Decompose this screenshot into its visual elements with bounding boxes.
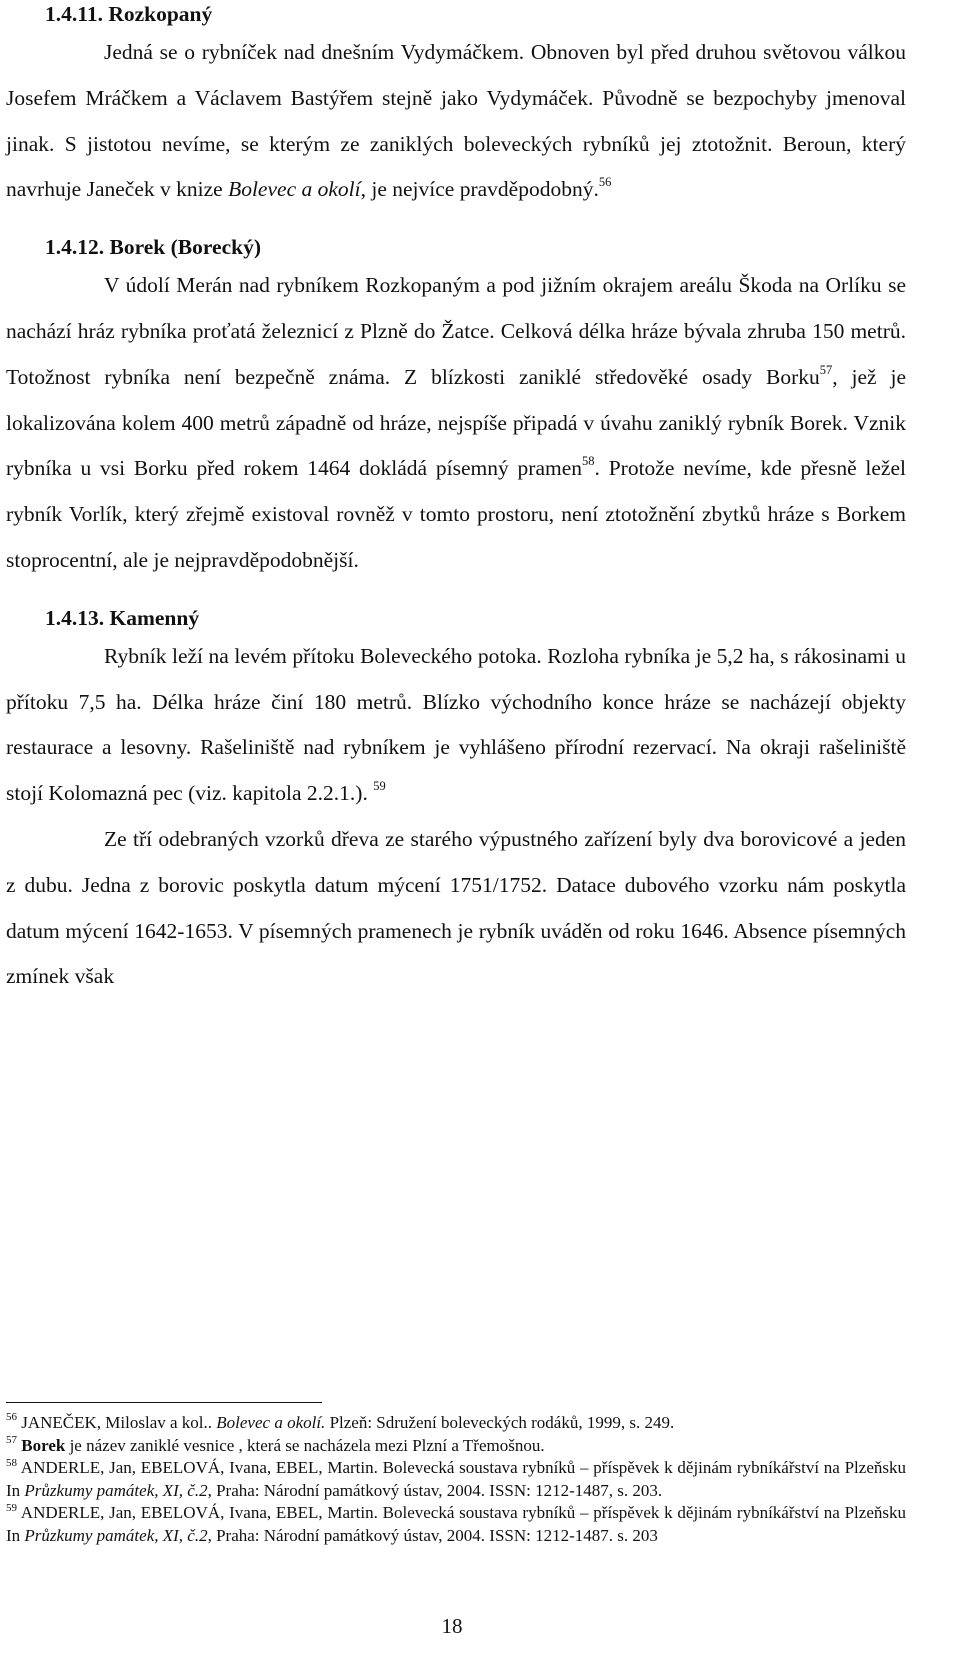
text-run: ANDERLE, Jan, EBELOVÁ, Ivana, EBEL, Martin. Bolevecká soustava rybníků – příspěvek k dějinám rybníkářství na Plzeňsku In <box>6 1458 906 1500</box>
footnote-ref: 57 <box>819 362 833 377</box>
footnote-ref: 57 <box>6 1433 17 1446</box>
text-run: , je nejvíce pravděpodobný. <box>360 177 599 202</box>
footnote-ref: 56 <box>6 1411 17 1424</box>
text-run: V údolí Merán nad rybníkem Rozkopaným a pod jižním okrajem areálu Škoda na Orlíku se nachází hráz rybníka proťatá železnicí z Plzně do Žatce. Celková délka hráze bývala zhruba 150 metrů. Totožnost rybníka není bezpečně známa. Z blízkosti zaniklé středověké osady Borku <box>6 273 906 389</box>
text-run: ANDERLE, Jan, EBELOVÁ, Ivana, EBEL, Martin. Bolevecká soustava rybníků – příspěvek k dějinám rybníkářství na Plzeňsku In <box>6 1503 906 1545</box>
italic-text: Bolevec a okolí. <box>216 1413 326 1432</box>
text-run: Rybník leží na levém přítoku Boleveckého potoka. Rozloha rybníka je 5,2 ha, s rákosinami u přítoku 7,5 ha. Délka hráze činí 180 metrů. Blízko východního konce hráze se nacházejí objekty restaurace a lesovny. Rašeliniště nad rybníkem je vyhlášeno přírodní rezervací. Na okraji rašeliniště stojí Kolomazná pec (viz. kapitola 2.2.1.). <box>6 643 906 806</box>
footnote-56 <box>6 1412 906 1435</box>
text-run: JANEČEK, Miloslav a kol.. <box>17 1413 217 1432</box>
section-heading-rozkopany: 1.4.11. Rozkopaný <box>45 2 213 26</box>
footnote-divider <box>6 1402 322 1403</box>
section-heading-borek: 1.4.12. Borek (Borecký) <box>45 235 261 260</box>
section-paragraph <box>6 634 906 817</box>
text-run: , Praha: Národní památkový ústav, 2004. ISSN: 1212-1487, s. 203. <box>207 1480 663 1500</box>
text-run: Jedná se o rybníček nad dnešním Vydymáčkem. Obnoven byl před druhou světovou válkou Josefem Mráčkem a Václavem Bastýřem stejně jako Vydymáček. Původně se bezpochyby jmenoval jinak. S jistotou nevíme, se kterým ze zaniklých boleveckých rybníků jej ztotožnit. Beroun, který navrhuje Janeček v knize <box>6 40 906 202</box>
italic-text: Bolevec a okolí <box>228 177 361 202</box>
section-paragraph <box>6 817 906 1000</box>
text-run: , Praha: Národní památkový ústav, 2004. ISSN: 1212-1487. s. 203 <box>207 1525 658 1545</box>
spacer <box>6 584 906 602</box>
footnote-ref: 59 <box>373 779 386 793</box>
footnote-57 <box>6 1435 906 1458</box>
footnotes <box>6 1412 906 1548</box>
footnote-58 <box>6 1457 906 1502</box>
footnote-ref: 58 <box>582 454 595 469</box>
main-text <box>6 0 906 1000</box>
text-run: Ze tří odebraných vzorků dřeva ze starého výpustného zařízení byly dva borovicové a jeden z dubu. Jedna z borovic poskytla datum mýcení 1751/1752. Datace dubového vzorku nám poskytla datum mýcení 1642-1653. V písemných pramenech je rybník uváděn od roku 1646. Absence písemných zmínek však <box>6 826 906 989</box>
section-paragraph <box>6 263 906 584</box>
spacer <box>6 213 906 231</box>
section-paragraph <box>6 30 906 213</box>
italic-text: Průzkumy památek, XI, č.2 <box>24 1525 208 1545</box>
italic-text: Průzkumy památek, XI, č.2 <box>24 1480 208 1500</box>
text-run: je název zaniklé vesnice , která se nacházela mezi Plzní a Třemošnou. <box>65 1435 545 1455</box>
page-number: 18 <box>441 1614 463 1638</box>
footnote-ref: 56 <box>598 175 612 190</box>
text-run: Plzeň: Sdružení boleveckých rodáků, 1999, s. 249. <box>325 1413 675 1432</box>
footnote-ref: 59 <box>6 1501 17 1514</box>
text-run: , jež je lokalizována kolem 400 metrů západně od hráze, nejspíše připadá v úvahu zaniklý rybník Borek. Vznik rybníka u vsi Borku před rokem 1464 dokládá písemný pramen <box>6 364 907 481</box>
footnote-ref: 58 <box>6 1456 17 1469</box>
text-run: . Protože nevíme, kde přesně ležel rybník Vorlík, který zřejmě existoval rovněž v tomto prostoru, není ztotožnění zbytků hráze s Borkem stoprocentní, ale je nejpravděpodobnější. <box>6 456 906 572</box>
section-heading-kamenny: 1.4.13. Kamenný <box>45 605 200 630</box>
footnote-59 <box>6 1502 906 1547</box>
bold-text: Borek <box>21 1435 66 1455</box>
